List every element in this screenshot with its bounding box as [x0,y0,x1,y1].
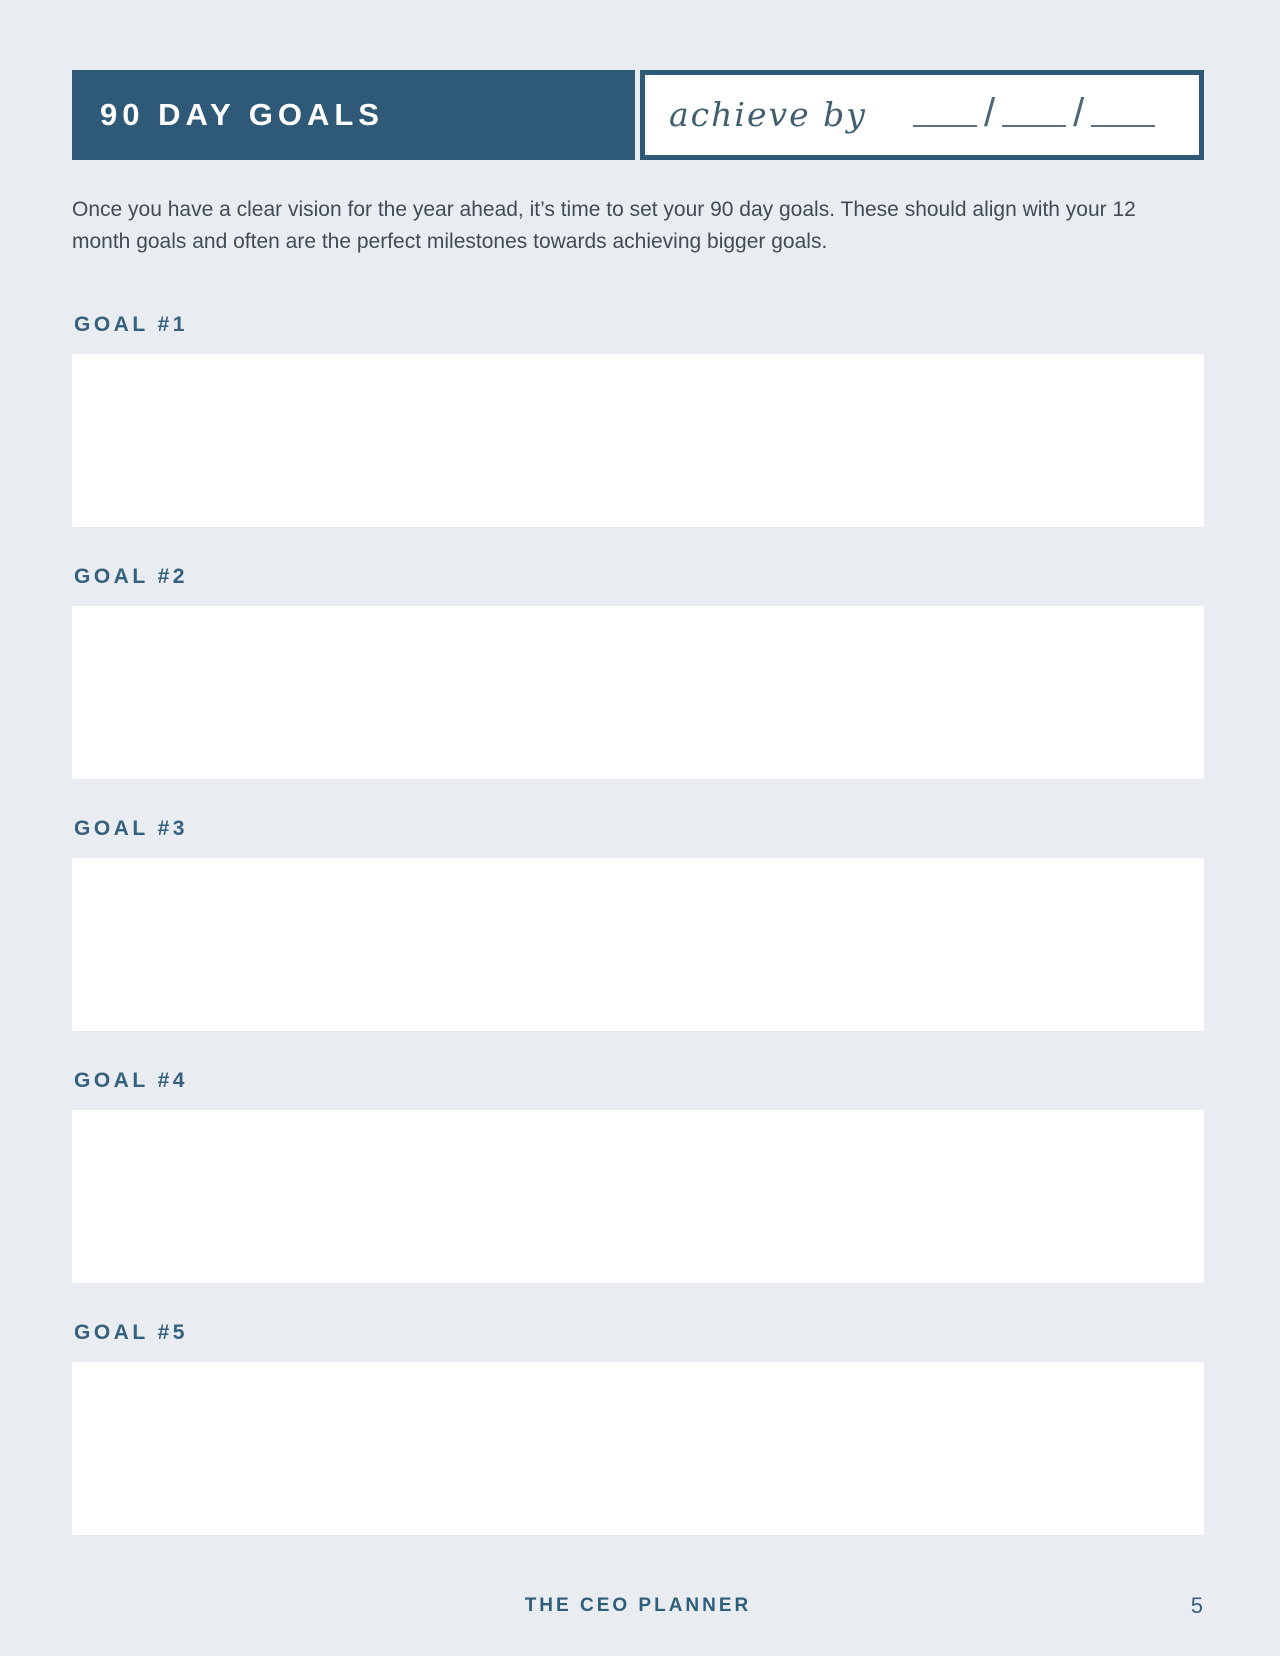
goal-2-input-box[interactable] [72,606,1204,779]
goal-section-2 [72,566,1204,779]
page-header [72,70,1204,160]
goal-3-label: GOAL #3 [74,817,188,840]
page-title: 90 DAY GOALS [100,97,384,132]
date-separator: / [983,91,996,135]
date-blank-month[interactable] [913,123,977,127]
goal-5-label: GOAL #5 [74,1321,188,1344]
achieve-by-date-field [913,91,1155,135]
goal-section-4 [72,1070,1204,1283]
goal-1-label: GOAL #1 [74,313,188,336]
intro-paragraph: Once you have a clear vision for the year ahead, it’s time to set your 90 day goals. These should align with your 12 month goals and often are the perfect milestones towards achieving bigger goals. [72,198,1136,253]
goal-section-5 [72,1322,1204,1535]
goal-section-1 [72,314,1204,527]
footer-page-number: 5 [1190,1593,1204,1618]
goal-3-input-box[interactable] [72,858,1204,1031]
page-footer [72,1595,1204,1621]
achieve-by-box [640,70,1204,160]
achieve-by-label: achieve by [669,95,867,134]
goal-4-label: GOAL #4 [74,1069,188,1092]
goal-section-3 [72,818,1204,1031]
goal-1-input-box[interactable] [72,354,1204,527]
goal-5-input-box[interactable] [72,1362,1204,1535]
footer-brand: THE CEO PLANNER [524,1595,752,1616]
page-title-block [72,70,635,160]
goal-2-label: GOAL #2 [74,565,188,588]
date-blank-day[interactable] [1002,123,1066,127]
date-blank-year[interactable] [1091,123,1155,127]
goal-4-input-box[interactable] [72,1110,1204,1283]
date-separator: / [1073,91,1085,135]
goals-list [72,314,1204,1535]
